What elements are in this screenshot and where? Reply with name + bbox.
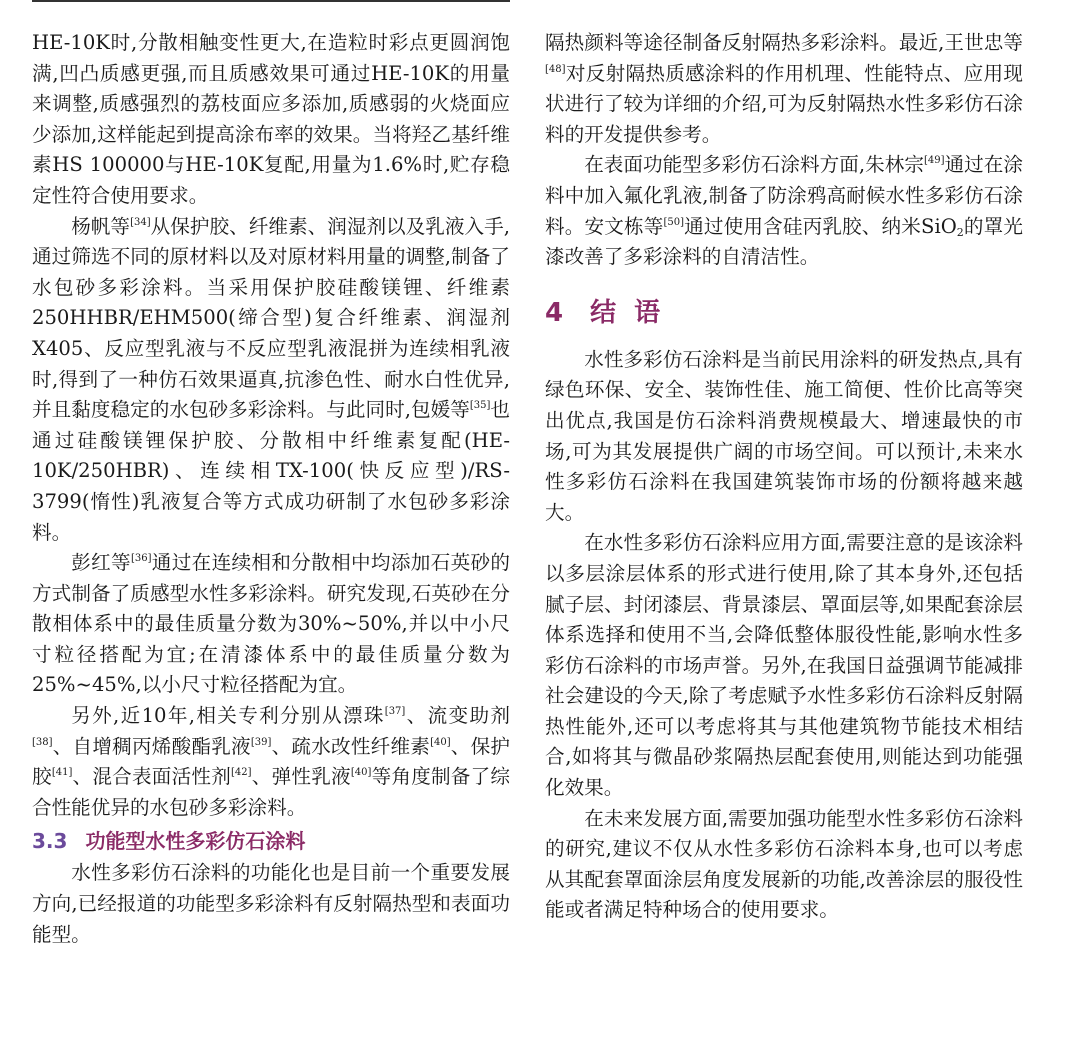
text-run: 、流变助剂 bbox=[405, 704, 511, 728]
paragraph-reflective bbox=[545, 28, 1023, 150]
text-run: 另外,近10年,相关专利分别从漂珠 bbox=[71, 704, 385, 728]
section-title: 结语 bbox=[590, 297, 679, 328]
section-heading-4 bbox=[545, 293, 1023, 333]
citation-ref: [38] bbox=[32, 736, 53, 748]
text-run: 通过使用含硅丙乳胶、纳米SiO bbox=[683, 214, 957, 238]
paragraph-yangfan bbox=[32, 212, 510, 549]
paragraph-conclusion-1: 水性多彩仿石涂料是当前民用涂料的研发热点,具有绿色环保、安全、装饰性佳、施工简便、性价比高等突出优点,我国是仿石涂料消费规模最大、增速最快的市场,可为其发展提供广阔的市场空间。可以预计,未来水性多彩仿石涂料在我国建筑装饰市场的份额将越来越大。 bbox=[545, 347, 1023, 524]
text-run: 、弹性乳液 bbox=[251, 765, 351, 789]
citation-ref: [48] bbox=[545, 63, 566, 75]
paragraph-surface-functional bbox=[545, 150, 1023, 272]
citation-ref: [42] bbox=[231, 767, 252, 779]
citation-ref: [34] bbox=[130, 216, 151, 228]
subscript: 2 bbox=[956, 225, 964, 239]
citation-ref: [40] bbox=[350, 767, 372, 779]
paragraph-conclusion-2: 在水性多彩仿石涂料应用方面,需要注意的是该涂料以多层涂层体系的形式进行使用,除了其本身外,还包括腻子层、封闭漆层、背景漆层、罩面层等,如果配套涂层体系选择和使用不当,会降低整体服役性能,影响水性多彩仿石涂料的市场声誉。另外,在我国日益强调节能减排社会建设的今天,除了考虑赋予水性多彩仿石涂料反射隔热性能外,还可以考虑将其与其他建筑物节能技术相结合,如将其与微晶砂浆隔热层配套使用,则能达到功能强化效果。 bbox=[545, 531, 1023, 800]
text-run: 对反射隔热质感涂料的作用机理、性能特点、应用现状进行了较为详细的介绍,可为反射隔热水性多彩仿石涂料的开发提供参考。 bbox=[545, 61, 1023, 146]
citation-ref: [36] bbox=[130, 553, 152, 565]
section-title: 功能型水性多彩仿石涂料 bbox=[85, 829, 306, 854]
text-run: 杨帆等 bbox=[71, 214, 131, 238]
citation-ref: [39] bbox=[250, 736, 272, 748]
text-run: 也通过硅酸镁锂保护胶、分散相中纤维素复配(HE-10K/250HBR)、连续相TX-100(快反应型)/RS-3799(惰性)乳液复合等方式成功研制了水包砂多彩涂料。 bbox=[32, 398, 511, 544]
citation-ref: [37] bbox=[384, 706, 406, 718]
text-run: 、混合表面活性剂 bbox=[72, 765, 232, 789]
text-run: 通过在连续相和分散相中均添加石英砂的方式制备了质感型水性多彩涂料。研究发现,石英砂在分散相体系中的最佳质量分数为30%~50%,并以中小尺寸粒径搭配为宜;在清漆体系中的最佳质量分数为25%~45%,以小尺寸粒径搭配为宜。 bbox=[32, 551, 511, 697]
text-run: 在表面功能型多彩仿石涂料方面,朱林宗 bbox=[584, 153, 924, 177]
section-number: 4 bbox=[545, 297, 565, 328]
text-run: 、自增稠丙烯酸酯乳液 bbox=[52, 734, 251, 758]
paragraph-conclusion-3: 在未来发展方面,需要加强功能型水性多彩仿石涂料的研究,建议不仅从水性多彩仿石涂料本身,也可以考虑从其配套罩面涂层角度发展新的功能,改善涂层的服役性能或者满足特种场合的使用要求。 bbox=[545, 806, 1023, 922]
text-run: 、保护胶 bbox=[32, 734, 511, 789]
right-column bbox=[545, 28, 1023, 926]
paragraph-he10k: HE-10K时,分散相触变性更大,在造粒时彩点更圆润饱满,凹凸质感更强,而且质感效果可通过HE-10K的用量来调整,质感强烈的荔枝面应多添加,质感弱的火烧面应少添加,这样能起到提高涂布率的效果。当将羟乙基纤维素HS 100000与HE-10K复配,用量为1.6%时,贮存稳定性符合使用要求。 bbox=[32, 31, 510, 207]
paragraph-patents bbox=[32, 701, 510, 823]
top-rule bbox=[32, 0, 510, 2]
paragraph-functional: 水性多彩仿石涂料的功能化也是目前一个重要发展方向,已经报道的功能型多彩涂料有反射隔热型和表面功能型。 bbox=[32, 861, 510, 946]
text-run: 通过在涂料中加入氟化乳液,制备了防涂鸦高耐候水性多彩仿石涂料。安文栋等 bbox=[545, 153, 1023, 238]
citation-ref: [49] bbox=[923, 155, 945, 167]
citation-ref: [35] bbox=[469, 400, 491, 412]
paragraph-penghong bbox=[32, 548, 510, 701]
section-heading-3-3 bbox=[32, 826, 510, 856]
text-run: 从保护胶、纤维素、润湿剂以及乳液入手,通过筛选不同的原材料以及对原材料用量的调整,制备了水包砂多彩涂料。当采用保护胶硅酸镁锂、纤维素250HHBR/EHM500(缔合型)复合纤维素、润湿剂X405、反应型乳液与不反应型乳液混拼为连续相乳液时,得到了一种仿石效果逼真,抗渗色性、耐水白性优异,并且黏度稳定的水包砂多彩涂料。与此同时,包媛等 bbox=[32, 214, 511, 422]
citation-ref: [41] bbox=[51, 767, 73, 779]
section-number: 3.3 bbox=[32, 829, 68, 854]
left-column bbox=[32, 28, 510, 950]
citation-ref: [50] bbox=[663, 216, 684, 228]
text-run: 隔热颜料等途径制备反射隔热多彩涂料。最近,王世忠等 bbox=[545, 31, 1023, 54]
text-run: 等角度制备了综合性能优异的水包砂多彩涂料。 bbox=[32, 765, 511, 819]
text-run: 彭红等 bbox=[71, 551, 131, 575]
text-run: 的罩光漆改善了多彩涂料的自清洁性。 bbox=[545, 214, 1024, 269]
citation-ref: [40] bbox=[430, 736, 451, 748]
text-run: 、疏水改性纤维素 bbox=[271, 734, 431, 758]
